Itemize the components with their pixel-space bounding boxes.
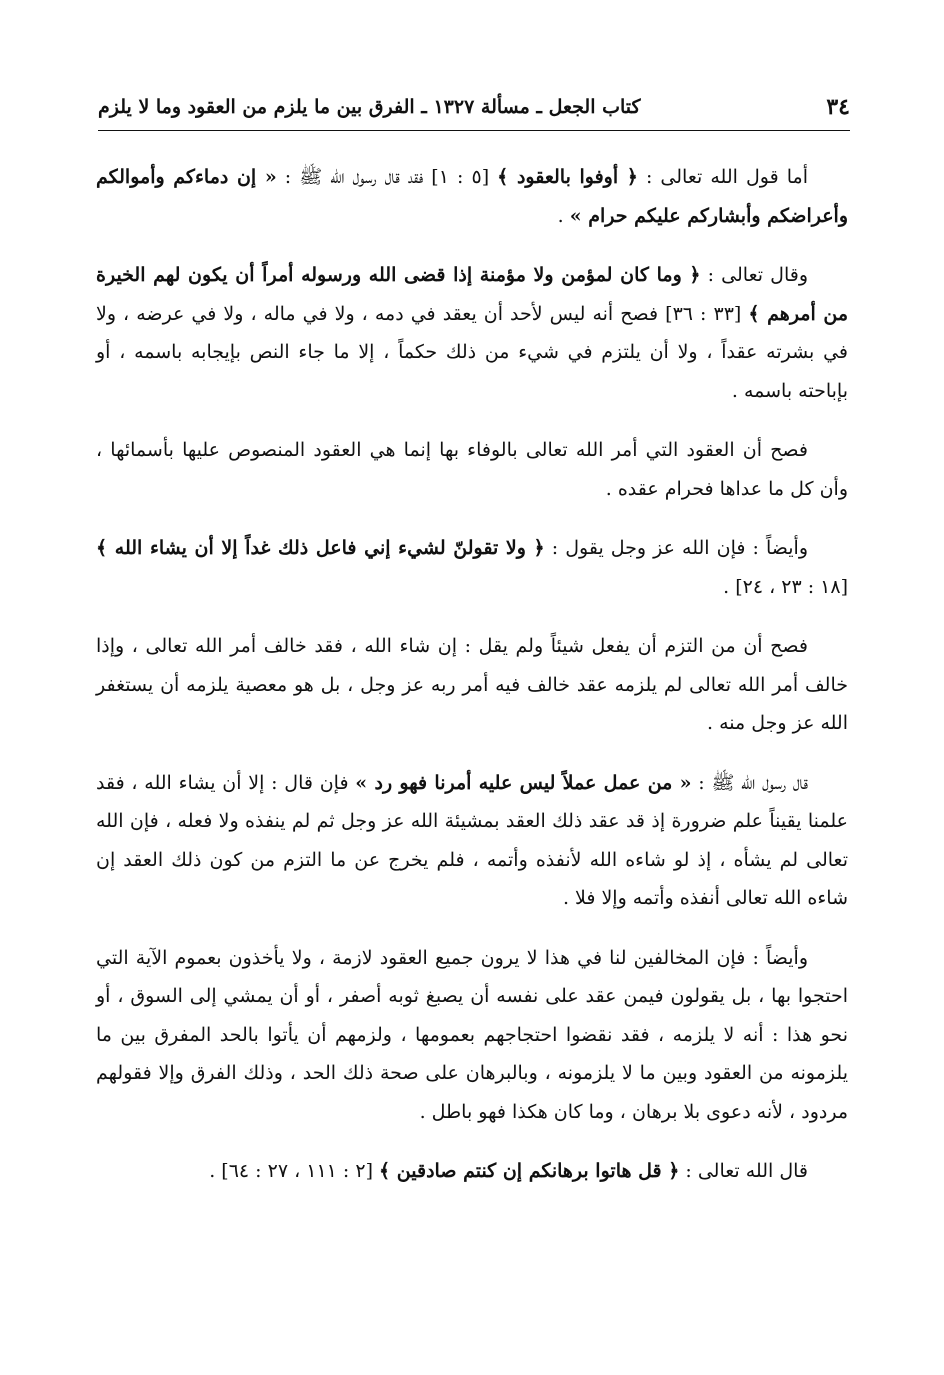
paragraph-7	[96, 939, 848, 1132]
page-number: ٣٤	[826, 94, 850, 120]
paragraph-5	[96, 627, 848, 743]
text-segment: قال الله تعالى :	[679, 1160, 808, 1182]
quran-quote: ﴿ ولا تقولنّ لشيء إني فاعل ذلك غداً إلا أن يشاء الله ﴾	[96, 537, 545, 559]
text-segment: فصح أن من التزم أن يفعل شيئاً ولم يقل : إن شاء الله ، فقد خالف أمر الله تعالى ، وإذا خالف أمر الله تعالى لم يلزمه عقد خالف فيه أمر ربه عز وجل ، بل هو معصية يلزمه أن يستغفر الله عز وجل منه .	[96, 635, 848, 734]
text-segment: وأيضاً : فإن الله عز وجل يقول :	[544, 537, 808, 559]
text-segment: [٣٣ : ٣٦] فصح أنه ليس لأحد أن يعقد في دمه ، ولا في ماله ، ولا في عرضه ، ولا في بشرته عقداً ، ولا أن يلتزم في شيء من ذلك حكماً ، إلا ما جاء النص بإيجابه باسمه ، أو بإباحته باسمه .	[96, 302, 848, 402]
text-segment: فإن قال : إلا أن يشاء الله ، فقد علمنا يقيناً علم ضرورة إذ قد عقد ذلك العقد بمشيئة الله عز وجل ثم لم ينفذه ولا فعله ، فإن الله تعالى لم يشأه ، إذ لو شاءه الله لأنفذه وأتمه ، فلم يخرج عن ما التزم من كون ذلك العقد إن شاءه الله تعالى أنفذه وأتمه وإلا فلا .	[96, 771, 848, 909]
paragraph-4	[96, 529, 848, 606]
quran-quote: ﴿ أوفوا بالعقود ﴾	[497, 166, 638, 188]
hadith-quote: « إن دماءكم وأموالكم وأعراضكم وأبشاركم عليكم حرام »	[96, 166, 848, 227]
text-segment: قال رسول الله ﷺ :	[691, 771, 808, 794]
text-segment: وأيضاً : فإن المخالفين لنا في هذا لا يرون جميع العقود لازمة ، ولا يأخذون بعموم الآية التي احتجوا بها ، بل يقولون فيمن عقد على نفسه أن يصبغ ثوبه أصفر ، أو أن يمشي إلى السوق ، أو نحو هذا : أنه لا يلزمه ، فقد نقضوا احتجاجهم بعمومها ، ولزمهم أن يأتوا بالحد المفرق بين ما يلزمونه من العقود وبين ما لا يلزمونه ، وبالبرهان على صحة ذلك الحد ، وذلك الفرق وإلا فقولهم مردود ، لأنه دعوى بلا برهان ، وما كان هكذا فهو باطل .	[96, 946, 848, 1123]
paragraph-3	[96, 431, 848, 508]
text-segment: أما قول الله تعالى :	[637, 166, 808, 188]
quran-quote: ﴿ وما كان لمؤمن ولا مؤمنة إذا قضى الله ورسوله أمراً أن يكون لهم الخيرة من أمرهم ﴾	[96, 264, 849, 325]
hadith-quote: « من عمل عملاً ليس عليه أمرنا فهو رد »	[355, 771, 692, 794]
quran-quote: ﴿ قل هاتوا برهانكم إن كنتم صادقين ﴾	[379, 1160, 680, 1182]
paragraph-6	[96, 764, 848, 918]
text-segment: وقال تعالى :	[700, 264, 809, 286]
text-segment: فصح أن العقود التي أمر الله تعالى بالوفاء بها إنما هي العقود المنصوص عليها بأسمائها ، وأن كل ما عداها فحرام عقده .	[96, 439, 848, 500]
text-segment: [٥ : ١] فقد قال رسول الله ﷺ :	[276, 166, 498, 188]
paragraph-8	[96, 1152, 848, 1191]
text-segment: [٢ : ١١١ ، ٢٧ : ٦٤] .	[209, 1160, 380, 1182]
paragraph-1	[96, 158, 848, 235]
page-body	[96, 158, 848, 1191]
text-segment: [١٨ : ٢٣ ، ٢٤] .	[723, 575, 848, 598]
page-header	[98, 86, 850, 131]
paragraph-2	[96, 256, 848, 410]
text-segment: .	[557, 204, 570, 227]
running-title: كتاب الجعل ـ مسألة ١٣٢٧ ـ الفرق بين ما يلزم من العقود وما لا يلزم	[98, 96, 641, 118]
